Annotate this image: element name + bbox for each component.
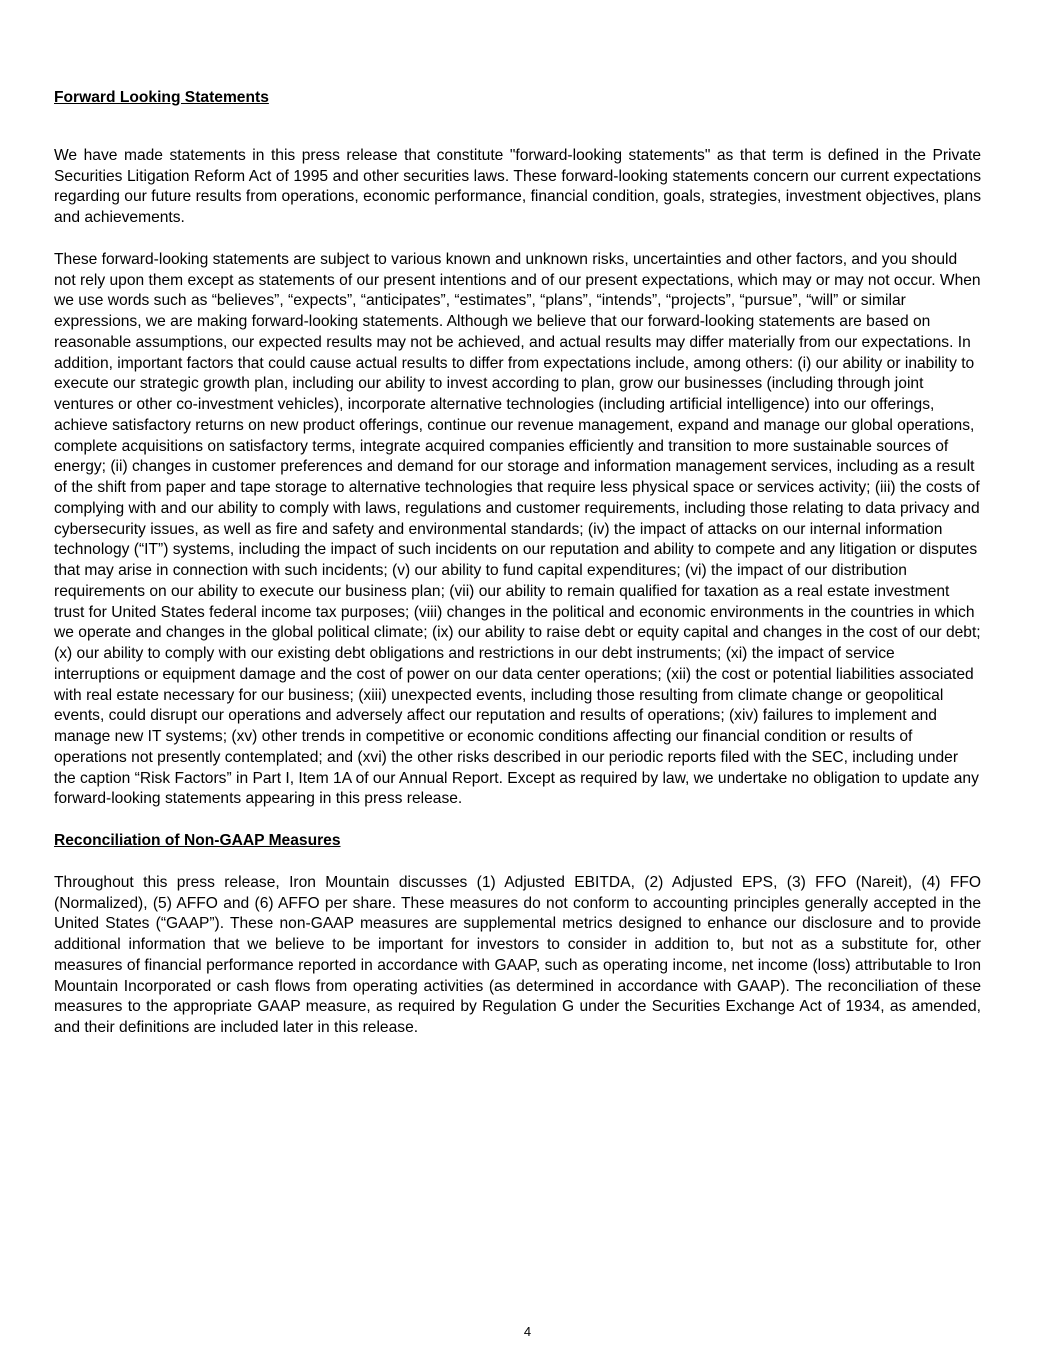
forward-looking-paragraph-1: We have made statements in this press release that constitute "forward-looking statements" as that term is defined in the Private Securities Litigation Reform Act of 1995 and other securities laws. These forward-looking statements concern our current expectations regarding our future results from operations, economic performance, financial condition, goals, strategies, investment objectives, plans and achievements. xyxy=(54,146,981,226)
forward-looking-heading: Forward Looking Statements xyxy=(54,89,269,106)
page-number: 4 xyxy=(523,1324,532,1339)
document-page xyxy=(54,88,981,1060)
non-gaap-paragraph-1: Throughout this press release, Iron Mountain discusses (1) Adjusted EBITDA, (2) Adjusted EPS, (3) FFO (Nareit), (4) FFO (Normalized), (5) AFFO and (6) AFFO per share. These measures do not conform to accounting principles generally accepted in the United States (“GAAP”). These non-GAAP measures are supplemental metrics designed to enhance our disclosure and to provide additional information that we believe to be important for investors to consider in addition to, but not as a substitute for, other measures of financial performance reported in accordance with GAAP, such as operating income, net income (loss) attributable to Iron Mountain Incorporated or cash flows from operating activities (as determined in accordance with GAAP). The reconciliation of these measures to the appropriate GAAP measure, as required by Regulation G under the Securities Exchange Act of 1934, as amended, and their definitions are included later in this release. xyxy=(54,873,981,1036)
non-gaap-heading: Reconciliation of Non-GAAP Measures xyxy=(54,832,341,849)
forward-looking-paragraph-2: These forward-looking statements are subject to various known and unknown risks, uncertainties and other factors, and you should not rely upon them except as statements of our present intentions and of our present expectations, which may or may not occur. When we use words such as “believes”, “expects”, “anticipates”, “estimates”, “plans”, “intends”, “projects”, “pursue”, “will” or similar expressions, we are making forward-looking statements. Although we believe that our forward-looking statements are based on reasonable assumptions, our expected results may not be achieved, and actual results may differ materially from our expectations. In addition, important factors that could cause actual results to differ from expectations include, among others: (i) our ability or inability to execute our strategic growth plan, including our ability to invest according to plan, grow our businesses (including through joint ventures or other co-investment vehicles), incorporate alternative technologies (including artificial intelligence) into our offerings, achieve satisfactory returns on new product offerings, continue our revenue management, expand and manage our global operations, complete acquisitions on satisfactory terms, integrate acquired companies efficiently and transition to more sustainable sources of energy; (ii) changes in customer preferences and demand for our storage and information management services, including as a result of the shift from paper and tape storage to alternative technologies that require less physical space or services activity; (iii) the costs of complying with and our ability to comply with laws, regulations and customer requirements, including those relating to data privacy and cybersecurity issues, as well as fire and safety and environmental standards; (iv) the impact of attacks on our internal information technology (“IT”) systems, including the impact of such incidents on our reputation and ability to compete and any litigation or disputes that may arise in connection with such incidents; (v) our ability to fund capital expenditures; (vi) the impact of our distribution requirements on our ability to execute our business plan; (vii) our ability to remain qualified for taxation as a real estate investment trust for United States federal income tax purposes; (viii) changes in the political and economic environments in the countries in which we operate and changes in the global political climate; (ix) our ability to raise debt or equity capital and changes in the cost of our debt; (x) our ability to comply with our existing debt obligations and restrictions in our debt instruments; (xi) the impact of service interruptions or equipment damage and the cost of power on our data center operations; (xii) the cost or potential liabilities associated with real estate necessary for our business; (xiii) unexpected events, including those resulting from climate change or geopolitical events, could disrupt our operations and adversely affect our reputation and results of operations; (xiv) failures to implement and manage new IT systems; (xv) other trends in competitive or economic conditions affecting our financial condition or results of operations not presently contemplated; and (xvi) the other risks described in our periodic reports filed with the SEC, including under the caption “Risk Factors” in Part I, Item 1A of our Annual Report. Except as required by law, we undertake no obligation to update any forward-looking statements appearing in this press release. xyxy=(54,250,981,808)
